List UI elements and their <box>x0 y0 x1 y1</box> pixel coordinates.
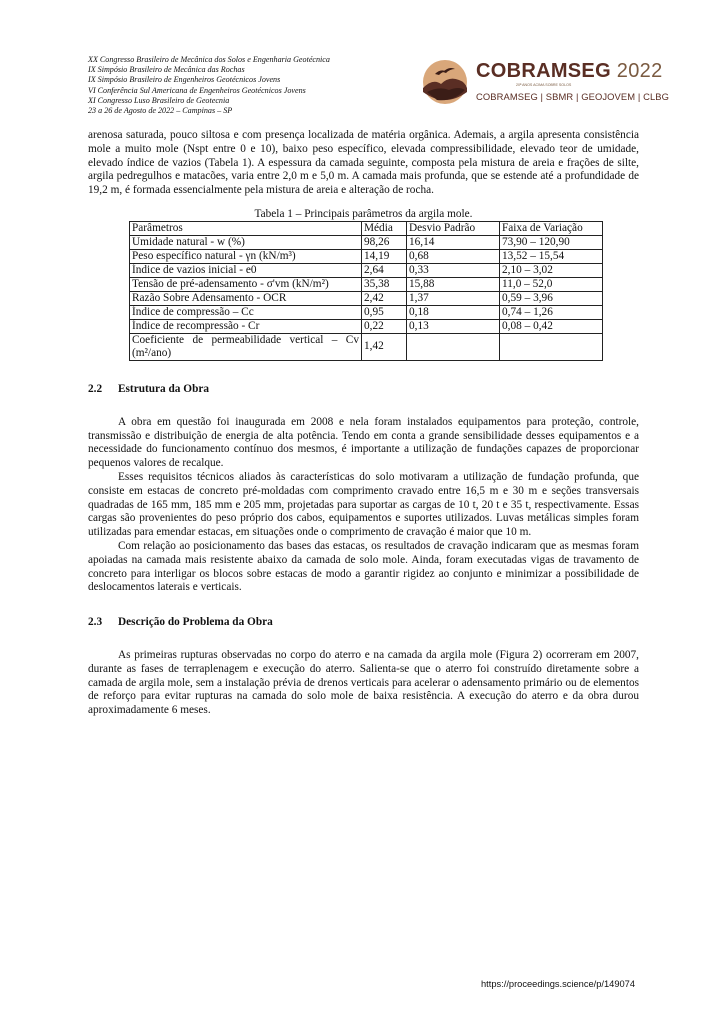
header-line: XX Congresso Brasileiro de Mecânica dos Solos e Engenharia Geotécnica <box>88 55 330 64</box>
header-line: IX Simpósio Brasileiro de Mecânica das Rochas <box>88 65 245 75</box>
header-line: XI Congresso Luso Brasileiro de Geotecnia <box>88 95 230 105</box>
logo-subtitle: COBRAMSEG | SBMR | GEOJOVEM | CLBG <box>476 91 670 102</box>
table-cell: 73,90 – 120,90 <box>500 235 603 249</box>
table-header-cell: Faixa de Variação <box>500 221 603 235</box>
table-header-cell: Média <box>362 221 407 235</box>
table-cell: Índice de compressão – Cc <box>130 305 362 319</box>
table-cell: 1,37 <box>407 291 500 305</box>
table-cell <box>407 333 500 360</box>
table-header-cell: Parâmetros <box>130 221 362 235</box>
table-cell: 0,59 – 3,96 <box>500 291 603 305</box>
logo-tagline: 20ª ANOS ACIMA SOBRE SOLOS <box>516 83 572 87</box>
table-cell: Coeficiente de permeabilidade vertical – Cv (m²/ano) <box>130 333 362 360</box>
body-paragraph: As primeiras rupturas observadas no corpo do aterro e na camada da argila mole (Figura 2) ocorreram em 2007, durante as fases de terraplenagem e execução do aterro. Salienta-se que o aterro foi construído diretamente sobre a camada de argila mole, sem a instalação prévia de drenos verticais para acelerar o adensamento primário ou de elementos de reforço para evitar rupturas na camada do solo mole de baixa resistência. A execução do aterro e da obra durou aproximadamente 6 meses. <box>88 648 639 717</box>
table-cell: 35,38 <box>362 277 407 291</box>
table-cell: Umidade natural - w (%) <box>130 235 362 249</box>
table-caption: Tabela 1 – Principais parâmetros da argila mole. <box>254 207 473 220</box>
table-cell: Índice de vazios inicial - e0 <box>130 263 362 277</box>
section-title: Estrutura da Obra <box>118 382 210 395</box>
proceedings-url: https://proceedings.science/p/149074 <box>481 979 636 989</box>
header-line: 23 a 26 de Agosto de 2022 – Campinas – SP <box>88 106 233 116</box>
table-cell: 0,68 <box>407 249 500 263</box>
table-cell: Razão Sobre Adensamento - OCR <box>130 291 362 305</box>
intro-paragraph: arenosa saturada, pouco siltosa e com presença localizada de matéria orgânica. Ademais, a argila apresenta consistência mole a muito mole (Nspt entre 0 e 10), baixo peso específico, elevada compressibilidade, elevado teor de umidade, elevado índice de vazios (Tabela 1). A espessura da camada seguinte, composta pela mistura de areia e frações de silte, argila pedregulhos e matacões, varia entre 2,0 m e 5,0 m. A camada mais profunda, que se estende até a profundidade de 19,2 m, é formada essencialmente pela mistura de areia e alteração de rocha. <box>88 129 639 197</box>
page-content <box>88 129 639 718</box>
table-cell: 98,26 <box>362 235 407 249</box>
table-row <box>130 249 603 263</box>
table-cell: Peso específico natural - γn (kN/m³) <box>130 249 362 263</box>
table-cell: 11,0 – 52,0 <box>500 277 603 291</box>
table-row <box>130 291 603 305</box>
table-cell: 13,52 – 15,54 <box>500 249 603 263</box>
body-paragraph: Com relação ao posicionamento das bases das estacas, os resultados de cravação indicaram que as mesmas foram apoiadas na camada mais resistente abaixo da camada de solo mole. Ainda, foram executadas vigas de travamento de concreto para interligar os blocos sobre estacas de modo a garantir rigidez ao conjunto e minimizar a possibilidade de deslocamentos laterais e verticais. <box>88 539 639 594</box>
table-row <box>130 235 603 249</box>
table-cell: 0,95 <box>362 305 407 319</box>
header-line: IX Simpósio Brasileiro de Engenheiros Geotécnicos Jovens <box>88 75 281 85</box>
table-cell: 0,33 <box>407 263 500 277</box>
table-cell: 1,42 <box>362 333 407 360</box>
header-line: VI Conferência Sul Americana de Engenheiros Geotécnicos Jovens <box>88 85 306 95</box>
table-cell: 14,19 <box>362 249 407 263</box>
table-cell: 2,64 <box>362 263 407 277</box>
table-cell: 0,22 <box>362 319 407 333</box>
table-cell: Índice de recompressão - Cr <box>130 319 362 333</box>
table-cell: 15,88 <box>407 277 500 291</box>
table-cell: 0,18 <box>407 305 500 319</box>
section-number: 2.2 <box>88 382 103 395</box>
logo-title: COBRAMSEG 2022 <box>476 60 663 82</box>
table-cell: 2,10 – 3,02 <box>500 263 603 277</box>
table-cell: 16,14 <box>407 235 500 249</box>
soil-parameters-table <box>129 221 603 361</box>
conference-header <box>88 55 330 116</box>
table-row <box>130 319 603 333</box>
section-heading-2-2 <box>88 383 639 397</box>
table-row <box>130 333 603 360</box>
logo-year: 2022 <box>616 60 663 82</box>
body-paragraph: Esses requisitos técnicos aliados às características do solo motivaram a utilização de fundação profunda, que consiste em estacas de concreto pré-moldadas com comprimento cravado entre 16,5 m e 30 m e seções transversais quadradas de 165 mm, 185 mm e 205 mm, projetadas para suportar as cargas de 10 t, 20 t e 35 t, respectivamente. Essas cargas são provenientes do peso próprio dos cabos, equipamentos e suportes utilizados. Luvas metálicas simples foram utilizadas para emendar estacas, em situações onde o comprimento de cravação é maior que 10 m. <box>88 470 639 539</box>
table-row <box>130 263 603 277</box>
logo-emblem-icon <box>419 58 471 106</box>
table-cell: Tensão de pré-adensamento - σ'vm (kN/m²) <box>130 277 362 291</box>
table-row <box>130 277 603 291</box>
table-row <box>130 305 603 319</box>
table-header-row <box>130 221 603 235</box>
cobramseg-logo <box>417 58 670 106</box>
section-heading-2-3 <box>88 616 639 630</box>
table-cell: 0,13 <box>407 319 500 333</box>
table-cell: 0,08 – 0,42 <box>500 319 603 333</box>
table-cell: 0,74 – 1,26 <box>500 305 603 319</box>
table-header-cell: Desvio Padrão <box>407 221 500 235</box>
table-cell: 2,42 <box>362 291 407 305</box>
body-paragraph: A obra em questão foi inaugurada em 2008 e nela foram instalados equipamentos para proteção, controle, transmissão e distribuição de energia de alta potência. Tendo em conta a grande sensibilidade desses equipamentos e a necessidade do funcionamento contínuo dos mesmos, é importante a utilização de fundações capazes de proporcionar pequenos valores de recalque. <box>88 415 639 470</box>
table-cell <box>500 333 603 360</box>
section-title: Descrição do Problema da Obra <box>118 616 273 629</box>
section-number: 2.3 <box>88 616 103 629</box>
